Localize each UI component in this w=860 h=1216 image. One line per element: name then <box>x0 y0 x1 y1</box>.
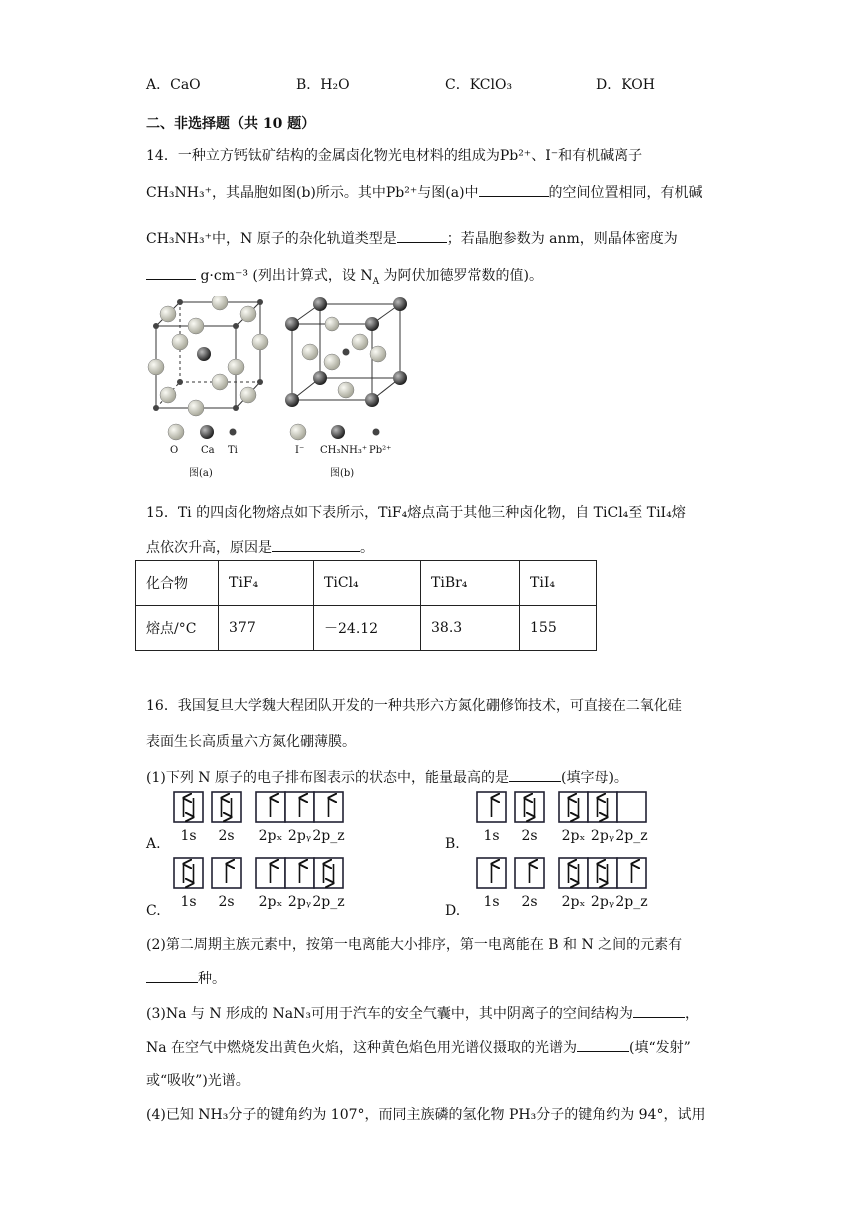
melting-point-table <box>135 560 597 651</box>
q15-line2 <box>146 537 374 557</box>
answer-blank[interactable] <box>146 265 196 280</box>
legend-a-ti: Ti <box>228 445 238 456</box>
orbital-label: 1s <box>180 828 197 844</box>
q16-p1 <box>146 767 628 787</box>
figure-b-pb-atom <box>343 349 350 356</box>
orbital-label: 1s <box>483 828 500 844</box>
option-b: B．H₂O <box>296 77 350 93</box>
choice-b-label: B. <box>445 836 460 852</box>
legend-b-iodide: I⁻ <box>295 445 305 456</box>
crystal-figures <box>140 296 420 466</box>
orbital-box <box>559 792 588 822</box>
orbital-label: 2pᵧ <box>590 828 615 844</box>
q14-line3-text-b: ；若晶胞参数为 anm，则晶体密度为 <box>446 231 678 247</box>
orbital-label: 2pₓ <box>561 828 586 844</box>
q16-p1-text-b: (填字母)。 <box>560 770 628 786</box>
legend-b-ch3nh3: CH₃NH₃⁺ <box>320 445 368 456</box>
choice-d-label: D. <box>445 903 461 919</box>
legend-b-pb: Pb²⁺ <box>369 445 392 456</box>
orbital-box <box>174 858 203 888</box>
table-cell: TiF₄ <box>219 561 314 606</box>
q16-p3b-text-b: (填“发射” <box>629 1040 691 1056</box>
orbital-label: 2p_z <box>615 894 648 910</box>
q16-p3c: 或“吸收”)光谱。 <box>146 1073 250 1089</box>
table-row <box>136 606 597 651</box>
q14-line2 <box>146 182 703 202</box>
answer-blank[interactable] <box>479 182 549 197</box>
legend-a-ca: Ca <box>201 445 215 456</box>
orbital-label: 2pᵧ <box>287 894 312 910</box>
legend-a-o: O <box>170 445 179 456</box>
q16-p2a: (2)第二周期主族元素中，按第一电离能大小排序，第一电离能在 B 和 N 之间的元素有 <box>146 937 683 953</box>
figure-a-ca-atom <box>197 347 211 361</box>
q14-line2-text: CH₃NH₃⁺，其晶胞如图(b)所示。其中Pb²⁺与图(a)中 <box>146 185 479 201</box>
q15-line2-end: 。 <box>360 540 374 556</box>
orbital-diagrams <box>168 790 688 920</box>
orbital-label: 1s <box>180 894 197 910</box>
q16-p3a-text: (3)Na 与 N 形成的 NaN₃可用于汽车的安全气囊中，其中阴离子的空间结构为 <box>146 1006 633 1022</box>
q16-p4: (4)已知 NH₃分子的键角约为 107°，而同主族磷的氢化物 PH₃分子的键角约为 94°，试用 <box>146 1107 706 1123</box>
orbital-label: 2pᵧ <box>590 894 615 910</box>
orbital-label: 2pₓ <box>258 894 283 910</box>
orbital-label: 2pₓ <box>561 894 586 910</box>
table-cell: TiCl₄ <box>314 561 421 606</box>
orbital-diagram-a <box>174 792 345 844</box>
q15-line1: 15．Ti 的四卤化物熔点如下表所示，TiF₄熔点高于其他三种卤化物，自 TiCl₄至 TiI₄熔 <box>146 505 686 521</box>
choice-c-label: C. <box>146 903 161 919</box>
table-cell: 155 <box>520 606 597 651</box>
section-heading: 二、非选择题（共 10 题） <box>146 116 316 132</box>
orbital-box <box>588 858 617 888</box>
orbital-label: 2pₓ <box>258 828 283 844</box>
figure-a-caption: 图(a) <box>189 468 213 479</box>
orbital-box <box>617 792 646 822</box>
answer-blank[interactable] <box>397 228 447 243</box>
orbital-box <box>515 792 544 822</box>
answer-blank[interactable] <box>577 1037 629 1052</box>
table-cell: TiBr₄ <box>421 561 520 606</box>
q16-line2: 表面生长高质量六方氮化硼薄膜。 <box>146 734 356 750</box>
answer-blank[interactable] <box>272 537 360 552</box>
q16-p3a <box>146 1003 699 1023</box>
q16-line1: 16．我国复旦大学魏大程团队开发的一种共形六方氮化硼修饰技术，可直接在二氧化硅 <box>146 698 682 714</box>
q16-p2-text-b: 种。 <box>198 971 226 987</box>
orbital-box <box>314 858 343 888</box>
orbital-box <box>559 858 588 888</box>
q16-p3b-text: Na 在空气中燃烧发出黄色火焰，这种黄色焰色用光谱仪摄取的光谱为 <box>146 1040 578 1056</box>
orbital-label: 2p_z <box>615 828 648 844</box>
table-cell: 化合物 <box>136 561 219 606</box>
q14-line1: 14．一种立方钙钛矿结构的金属卤化物光电材料的组成为Pb²⁺、I⁻和有机碱离子 <box>146 148 643 164</box>
orbital-label: 2s <box>218 828 235 844</box>
q16-p1-text: (1)下列 N 原子的电子排布图表示的状态中，能量最高的是 <box>146 770 509 786</box>
table-header-row <box>136 561 597 606</box>
q14-line2-text-b: 的空间位置相同，有机碱 <box>548 185 703 201</box>
table-cell: 377 <box>219 606 314 651</box>
table-cell: 熔点/°C <box>136 606 219 651</box>
orbital-label: 2pᵧ <box>287 828 312 844</box>
orbital-diagram-b <box>477 792 648 844</box>
q16-p2 <box>146 968 226 988</box>
orbital-label: 2s <box>521 828 538 844</box>
q14-line3-text: CH₃NH₃⁺中，N 原子的杂化轨道类型是 <box>146 231 397 247</box>
choice-a-label: A. <box>146 836 161 852</box>
orbital-label: 2s <box>218 894 235 910</box>
answer-blank[interactable] <box>509 767 561 782</box>
q14-line4 <box>146 265 543 287</box>
table-cell: －24.12 <box>314 606 421 651</box>
q16-p3b <box>146 1037 691 1057</box>
orbital-label: 2p_z <box>312 894 345 910</box>
q14-line4-text: g·cm⁻³ (列出计算式，设 N <box>200 268 373 284</box>
option-c: C．KClO₃ <box>445 77 513 93</box>
orbital-label: 2s <box>521 894 538 910</box>
table-cell: TiI₄ <box>520 561 597 606</box>
q14-line4-text-b: 为阿伏加德罗常数的值)。 <box>379 268 544 284</box>
orbital-box <box>588 792 617 822</box>
option-a: A．CaO <box>146 77 201 93</box>
orbital-diagram-d <box>477 858 648 910</box>
orbital-label: 1s <box>483 894 500 910</box>
orbital-label: 2p_z <box>312 828 345 844</box>
q16-p3a-comma: ， <box>684 1006 699 1022</box>
orbital-diagram-c <box>174 858 345 910</box>
option-d: D．KOH <box>596 77 655 93</box>
answer-blank[interactable] <box>633 1003 685 1018</box>
table-cell: 38.3 <box>421 606 520 651</box>
q14-line3 <box>146 228 678 248</box>
answer-blank[interactable] <box>146 968 198 983</box>
avogadro-subscript: A <box>372 276 380 287</box>
figure-b-caption: 图(b) <box>330 468 355 479</box>
orbital-box <box>174 792 203 822</box>
orbital-box <box>212 792 241 822</box>
q15-line2-text: 点依次升高，原因是 <box>146 540 272 556</box>
